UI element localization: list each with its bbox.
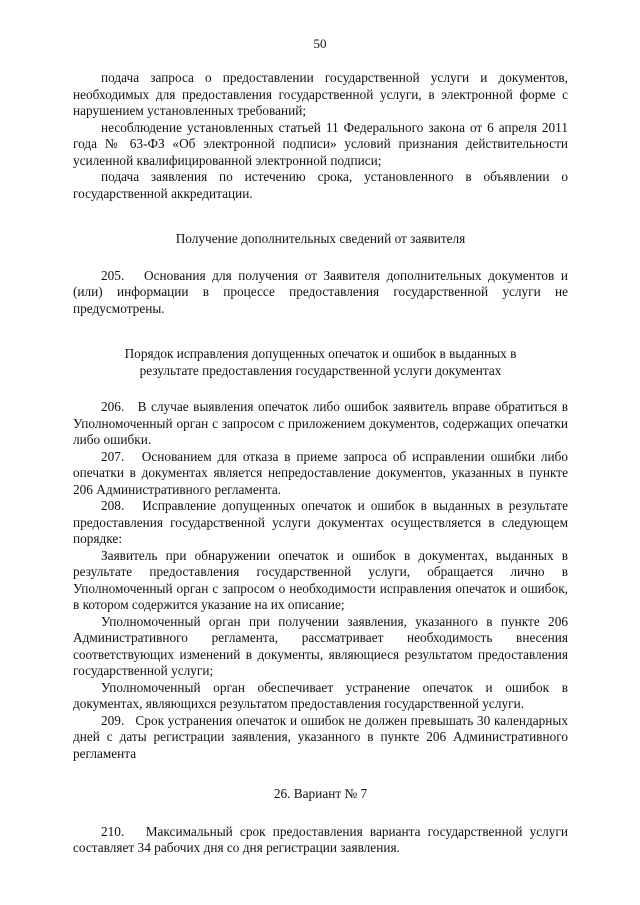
- paragraph: несоблюдение установленных статьей 11 Федерального закона от 6 апреля 2011 года № 63-ФЗ «Об электронной подписи» условий признания действительности усиленной квалифицированной электронной подписи;: [73, 119, 568, 168]
- document-body: [73, 70, 568, 857]
- paragraph: Уполномоченный орган обеспечивает устранение опечаток и ошибок в документах, являющихся результатом предоставления государственной услуги.: [73, 679, 568, 711]
- paragraph: подача запроса о предоставлении государственной услуги и документов, необходимых для предоставления государственной услуги, в электронной форме с нарушением установленных требований;: [73, 70, 568, 118]
- section-heading-variant-7: 26. Вариант № 7: [273, 786, 368, 801]
- paragraph: подача заявления по истечению срока, установленного в объявлении о государственной аккредитации.: [73, 169, 568, 201]
- paragraph: Уполномоченный орган при получении заявления, указанного в пункте 206 Административного регламента, рассматривает необходимость внесения соответствующих изменений в документы, являющиеся результатом предоставления государственной услуги;: [73, 613, 568, 678]
- paragraph-208: 208. Исправление допущенных опечаток и ошибок в выданных в результате предоставления государственной услуги документах осуществляется в следующем порядке:: [73, 498, 568, 546]
- page-number: 50: [313, 36, 327, 51]
- paragraph: Заявитель при обнаружении опечаток и ошибок в документах, выданных в результате предоставления государственной услуги, обращается лично в Уполномоченный орган с запросом о необходимости исправления опечаток и ошибок, в котором содержится указание на их описание;: [73, 547, 568, 612]
- paragraph-207: 207. Основанием для отказа в приеме запроса об исправлении ошибки либо опечатки в документах является непредоставление документов, указанных в пункте 206 Административного регламента.: [73, 448, 568, 497]
- section-heading-corrections: [73, 346, 568, 379]
- heading-line: Порядок исправления допущенных опечаток и ошибок в выданных в: [124, 346, 517, 361]
- section-heading-additional-info: Получение дополнительных сведений от заявителя: [175, 231, 466, 246]
- paragraph-206: 206. В случае выявления опечаток либо ошибок заявитель вправе обратиться в Уполномоченный орган с запросом с приложением документов, содержащих опечатки либо ошибки.: [73, 399, 568, 447]
- paragraph-205: 205. Основания для получения от Заявителя дополнительных документов и (или) информации в процессе предоставления государственной услуги не предусмотрены.: [73, 267, 568, 316]
- paragraph-209: 209. Срок устранения опечаток и ошибок не должен превышать 30 календарных дней с даты регистрации заявления, указанного в пункте 206 Административного регламента: [73, 712, 568, 761]
- paragraph-210: 210. Максимальный срок предоставления варианта государственной услуги составляет 34 рабочих дня со дня регистрации заявления.: [73, 823, 568, 855]
- heading-line: результате предоставления государственной услуги документах: [139, 362, 502, 378]
